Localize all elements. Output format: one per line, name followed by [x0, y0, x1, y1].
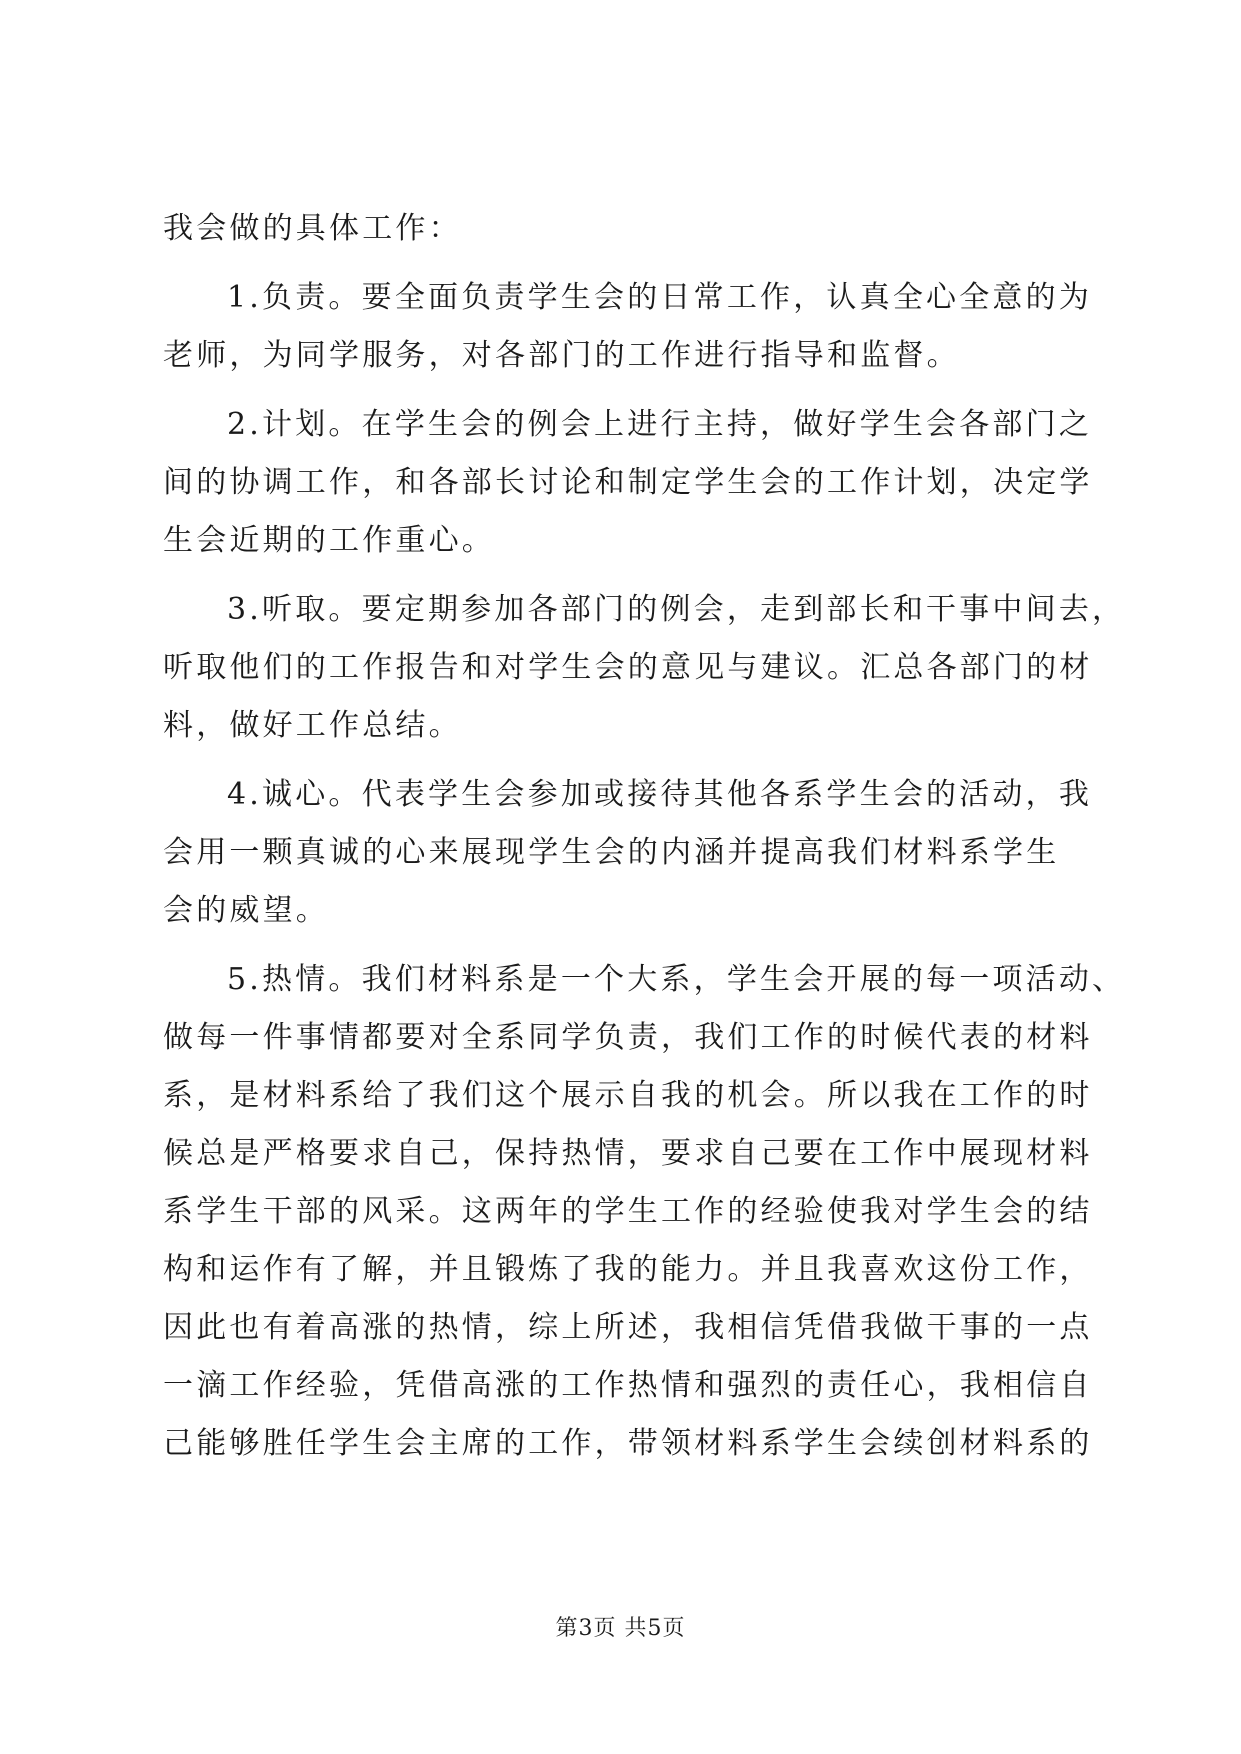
paragraph-line: 己能够胜任学生会主席的工作，带领材料系学生会续创材料系的: [163, 1426, 1093, 1461]
paragraph-line: 一滴工作经验，凭借高涨的工作热情和强烈的责任心，我相信自: [163, 1368, 1093, 1403]
paragraph-line: 做每一件事情都要对全系同学负责，我们工作的时候代表的材料: [163, 1020, 1093, 1055]
paragraph-gap: [163, 385, 1083, 396]
paragraph-line: 3.听取。要定期参加各部门的例会，走到部长和干事中间去，: [227, 592, 1126, 627]
paragraph-3: [163, 581, 1126, 755]
paragraph-4: [163, 766, 1093, 940]
paragraph-line: 老师，为同学服务，对各部门的工作进行指导和监督。: [163, 338, 960, 373]
paragraph-line: 会用一颗真诚的心来展现学生会的内涵并提高我们材料系学生: [163, 835, 1060, 870]
paragraph-gap: [163, 570, 1083, 581]
page-number-footer: 第3页 共5页: [555, 1616, 686, 1641]
paragraph-5: [163, 951, 1126, 1473]
paragraph-line: 4.诚心。代表学生会参加或接待其他各系学生会的活动，我: [227, 777, 1093, 812]
paragraph-line: 1.负责。要全面负责学生会的日常工作，认真全心全意的为: [227, 280, 1093, 315]
paragraph-gap: [163, 258, 1083, 269]
paragraph-line: 系学生干部的风采。这两年的学生工作的经验使我对学生会的结: [163, 1194, 1093, 1229]
paragraph-line: 听取他们的工作报告和对学生会的意见与建议。汇总各部门的材: [163, 650, 1093, 685]
document-body: [163, 200, 1126, 1473]
paragraph-line: 候总是严格要求自己，保持热情，要求自己要在工作中展现材料: [163, 1136, 1093, 1171]
paragraph-2: [163, 396, 1093, 570]
paragraph-line: 构和运作有了解，并且锻炼了我的能力。并且我喜欢这份工作，: [163, 1252, 1093, 1287]
paragraph-line: 会的威望。: [163, 893, 329, 928]
paragraph-line: 2.计划。在学生会的例会上进行主持，做好学生会各部门之: [227, 407, 1093, 442]
paragraph-1: [163, 269, 1093, 385]
paragraph-line: 系，是材料系给了我们这个展示自我的机会。所以我在工作的时: [163, 1078, 1093, 1113]
paragraph-line: 因此也有着高涨的热情，综上所述，我相信凭借我做干事的一点: [163, 1310, 1093, 1345]
paragraph-line: 5.热情。我们材料系是一个大系，学生会开展的每一项活动、: [227, 962, 1126, 997]
paragraph-gap: [163, 940, 1083, 951]
paragraph-gap: [163, 755, 1083, 766]
paragraph-line: 生会近期的工作重心。: [163, 523, 495, 558]
paragraph-line: 料，做好工作总结。: [163, 708, 462, 743]
intro-line: 我会做的具体工作：: [163, 211, 462, 246]
paragraph-line: 间的协调工作，和各部长讨论和制定学生会的工作计划，决定学: [163, 465, 1093, 500]
